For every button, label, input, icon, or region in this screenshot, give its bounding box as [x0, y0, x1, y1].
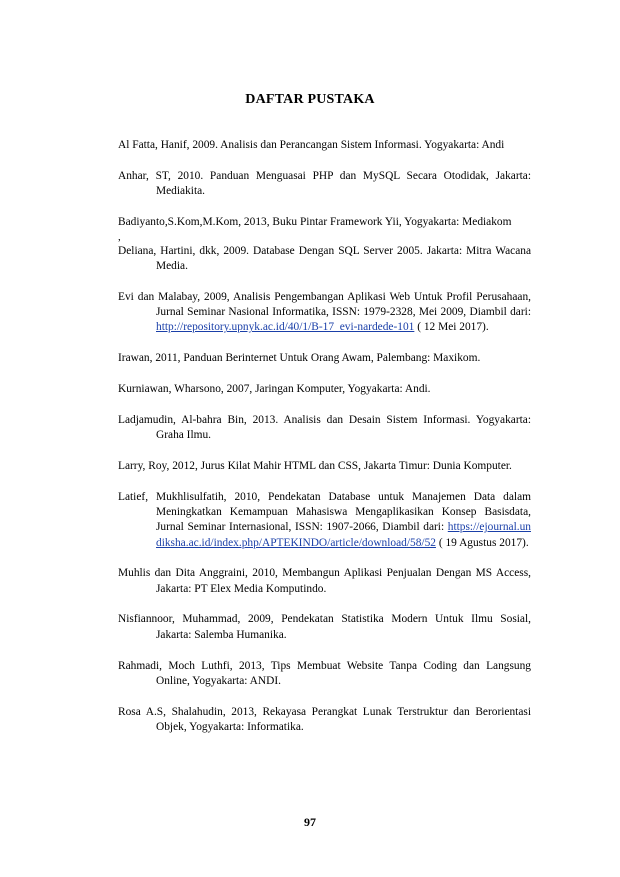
reference-entry: [118, 413, 531, 444]
reference-text: Latief, Mukhlisulfatih, 2010, Pendekatan Database untuk Manajemen Data dalam Meningkatkan Kemampuan Mahasiswa Mengaplikasikan Konsep Basisdata, Jurnal Seminar Internasional, ISSN: 1907-2066, Diambil dari:: [118, 490, 531, 534]
reference-access-date: ( 12 Mei 2017).: [414, 321, 489, 334]
stray-comma: ,: [118, 230, 121, 243]
reference-link[interactable]: https://ejournal.undiksha.ac.id/index.php/APTEKINDO/article/download/58/52: [156, 521, 531, 549]
reference-entry: [118, 566, 531, 597]
reference-entry: [118, 290, 531, 336]
reference-text: Evi dan Malabay, 2009, Analisis Pengembangan Aplikasi Web Untuk Profil Perusahaan, Jurnal Seminar Nasional Informatika, ISSN: 1979-2328, Mei 2009, Diambil dari:: [118, 290, 531, 319]
reference-text: Anhar, ST, 2010. Panduan Menguasai PHP dan MySQL Secara Otodidak, Jakarta: Mediakita.: [118, 169, 531, 198]
reference-text: Ladjamudin, Al-bahra Bin, 2013. Analisis dan Desain Sistem Informasi. Yogyakarta: Graha Ilmu.: [118, 413, 531, 442]
reference-text: Al Fatta, Hanif, 2009. Analisis dan Perancangan Sistem Informasi. Yogyakarta: Andi: [118, 139, 505, 151]
reference-entry: [118, 612, 531, 643]
reference-entry: [118, 459, 531, 474]
reference-entry: [118, 382, 531, 397]
reference-text: Rosa A.S, Shalahudin, 2013, Rekayasa Perangkat Lunak Terstruktur dan Berorientasi Objek, Yogyakarta: Informatika.: [118, 705, 531, 733]
reference-entry: [118, 351, 531, 366]
reference-access-date: ( 19 Agustus 2017).: [435, 536, 529, 549]
reference-entry: [118, 659, 531, 690]
reference-entry: [118, 169, 531, 200]
reference-entry: [118, 244, 531, 275]
reference-entry: [118, 215, 531, 230]
page-number: 97: [304, 815, 316, 829]
reference-text: Badiyanto,S.Kom,M.Kom, 2013, Buku Pintar Framework Yii, Yogyakarta: Mediakom: [118, 215, 512, 228]
reference-entry: [118, 705, 531, 736]
reference-text: Deliana, Hartini, dkk, 2009. Database Dengan SQL Server 2005. Jakarta: Mitra Wacana Media.: [118, 244, 531, 272]
reference-text: Larry, Roy, 2012, Jurus Kilat Mahir HTML dan CSS, Jakarta Timur: Dunia Komputer.: [118, 459, 512, 472]
reference-text: Muhlis dan Dita Anggraini, 2010, Membangun Aplikasi Penjualan Dengan MS Access, Jakarta: PT Elex Media Komputindo.: [118, 567, 531, 595]
page-title: DAFTAR PUSTAKA: [245, 92, 375, 107]
reference-text: Kurniawan, Wharsono, 2007, Jaringan Komputer, Yogyakarta: Andi.: [118, 382, 431, 395]
reference-text: Nisfiannoor, Muhammad, 2009, Pendekatan Statistika Modern Untuk Ilmu Sosial, Jakarta: Salemba Humanika.: [118, 613, 531, 641]
reference-text: Irawan, 2011, Panduan Berinternet Untuk Orang Awam, Palembang: Maxikom.: [118, 352, 481, 365]
reference-entry: [118, 138, 531, 153]
reference-text: Rahmadi, Moch Luthfi, 2013, Tips Membuat Website Tanpa Coding dan Langsung Online, Yogyakarta: ANDI.: [118, 659, 531, 687]
reference-entry: [118, 490, 531, 551]
reference-list: [118, 138, 531, 751]
reference-link[interactable]: http://repository.upnyk.ac.id/40/1/B-17_evi-nardede-101: [156, 321, 415, 334]
